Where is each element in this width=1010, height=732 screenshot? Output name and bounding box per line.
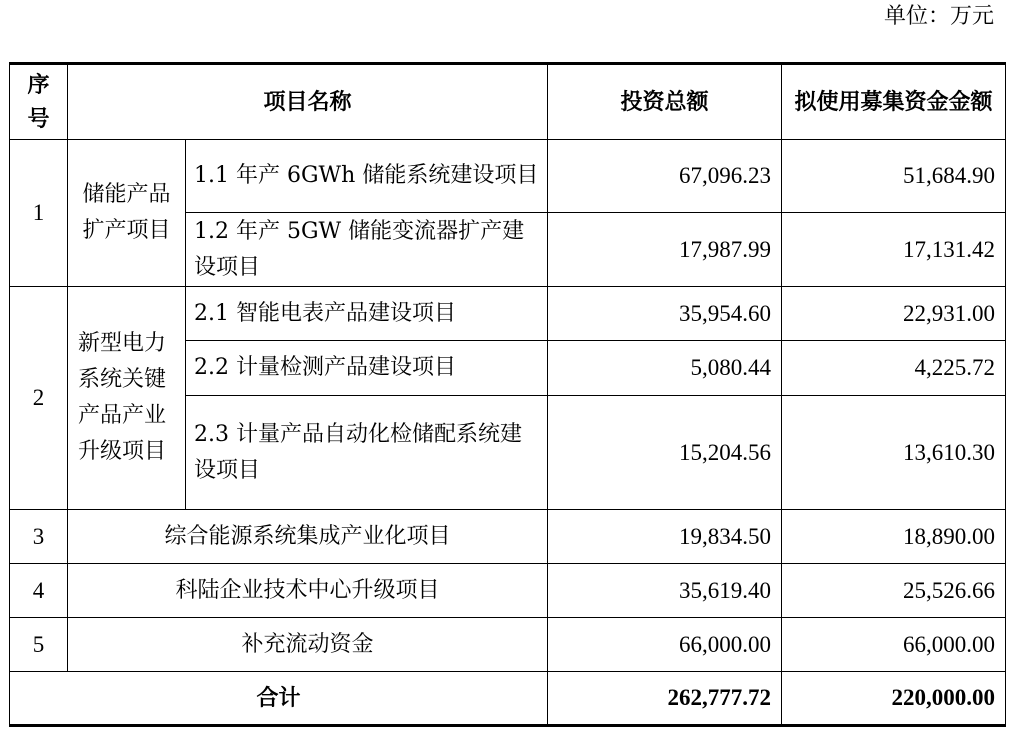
- table-row: [10, 564, 1006, 618]
- total-investment-cell: 15,204.56: [548, 396, 782, 510]
- investment-table: [9, 62, 1006, 727]
- seq-cell: 1: [10, 140, 68, 287]
- raised-funds-cell: 17,131.42: [782, 213, 1006, 287]
- raised-funds-cell: 22,931.00: [782, 287, 1006, 341]
- raised-funds-cell: 4,225.72: [782, 341, 1006, 396]
- raised-funds-sum: 220,000.00: [782, 672, 1006, 726]
- total-label: 合计: [10, 672, 548, 726]
- total-investment-cell: 17,987.99: [548, 213, 782, 287]
- raised-funds-cell: 66,000.00: [782, 618, 1006, 672]
- total-investment-sum: 262,777.72: [548, 672, 782, 726]
- total-investment-cell: 67,096.23: [548, 140, 782, 213]
- table-row: [10, 510, 1006, 564]
- raised-funds-cell: 51,684.90: [782, 140, 1006, 213]
- table-row: [10, 140, 1006, 213]
- header-seq: 序号: [10, 64, 68, 140]
- header-project-name: 项目名称: [68, 64, 548, 140]
- seq-cell: 5: [10, 618, 68, 672]
- total-investment-cell: 19,834.50: [548, 510, 782, 564]
- sub-project-name: 1.1 年产 6GWh 储能系统建设项目: [186, 140, 548, 213]
- total-row: [10, 672, 1006, 726]
- unit-label: 单位：万元: [883, 4, 994, 29]
- raised-funds-cell: 25,526.66: [782, 564, 1006, 618]
- seq-cell: 4: [10, 564, 68, 618]
- table-row: [10, 287, 1006, 341]
- total-investment-cell: 35,954.60: [548, 287, 782, 341]
- category-cell: 新型电力系统关键产品产业升级项目: [68, 287, 186, 510]
- sub-project-name: 1.2 年产 5GW 储能变流器扩产建设项目: [186, 213, 548, 287]
- table-header-row: [10, 64, 1006, 140]
- sub-project-name: 2.2 计量检测产品建设项目: [186, 341, 548, 396]
- table-row: [10, 618, 1006, 672]
- seq-cell: 2: [10, 287, 68, 510]
- project-name-cell: 补充流动资金: [68, 618, 548, 672]
- category-cell: 储能产品扩产项目: [68, 140, 186, 287]
- sub-project-name: 2.1 智能电表产品建设项目: [186, 287, 548, 341]
- total-investment-cell: 5,080.44: [548, 341, 782, 396]
- raised-funds-cell: 13,610.30: [782, 396, 1006, 510]
- seq-cell: 3: [10, 510, 68, 564]
- total-investment-cell: 35,619.40: [548, 564, 782, 618]
- header-raised-funds: 拟使用募集资金金额: [782, 64, 1006, 140]
- raised-funds-cell: 18,890.00: [782, 510, 1006, 564]
- total-investment-cell: 66,000.00: [548, 618, 782, 672]
- project-name-cell: 科陆企业技术中心升级项目: [68, 564, 548, 618]
- project-name-cell: 综合能源系统集成产业化项目: [68, 510, 548, 564]
- sub-project-name: 2.3 计量产品自动化检储配系统建设项目: [186, 396, 548, 510]
- header-total-investment: 投资总额: [548, 64, 782, 140]
